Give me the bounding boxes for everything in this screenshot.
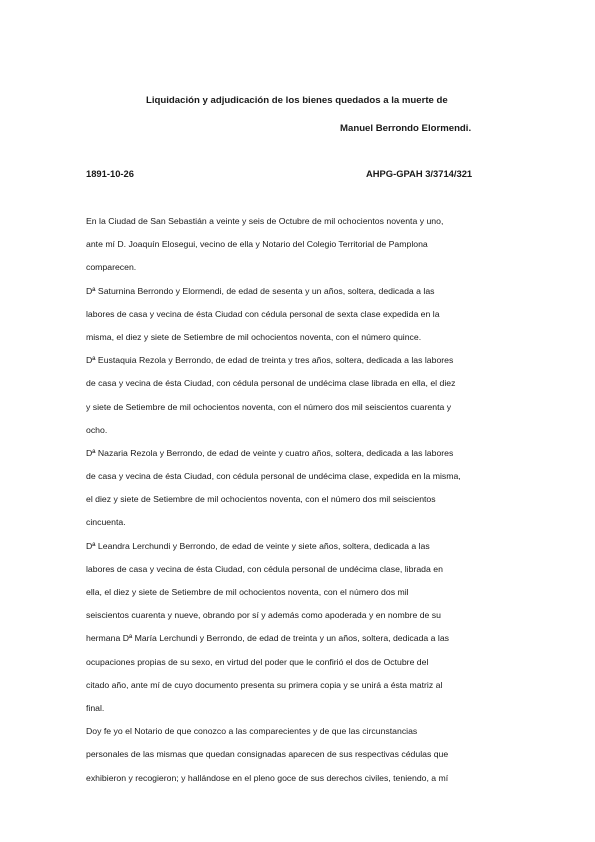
body-line: Dª Saturnina Berrondo y Elormendi, de edad de sesenta y un años, soltera, dedicada a las <box>86 285 435 296</box>
body-line: seiscientos cuarenta y nueve, obrando por sí y además como apoderada y en nombre de su <box>86 610 441 621</box>
body-line: el diez y siete de Setiembre de mil ochocientos noventa, con el número dos mil seiscientos <box>86 494 436 505</box>
body-line: de casa y vecina de ésta Ciudad, con cédula personal de undécima clase librada en ella, el diez <box>86 378 456 389</box>
body-line: ella, el diez y siete de Setiembre de mil ochocientos noventa, con el número dos mil <box>86 587 409 597</box>
body-line: labores de casa y vecina de ésta Ciudad con cédula personal de sexta clase expedida en la <box>86 308 440 319</box>
body-line: Dª Eustaquia Rezola y Berrondo, de edad de treinta y tres años, soltera, dedicada a las labores <box>86 355 454 366</box>
body-line: hermana Dª María Lerchundi y Berrondo, de edad de treinta y un años, soltera, dedicada a las <box>86 633 450 644</box>
document-body <box>86 210 526 790</box>
document-title-subject: Manuel Berrondo Elormendi. <box>340 123 472 134</box>
body-line: cincuenta. <box>86 517 126 528</box>
body-line: Doy fe yo el Notario de que conozco a las comparecientes y de que las circunstancias <box>86 726 418 737</box>
body-line: En la Ciudad de San Sebastián a veinte y seis de Octubre de mil ochocientos noventa y uno, <box>86 216 444 226</box>
body-line: y siete de Setiembre de mil ochocientos noventa, con el número dos mil seiscientos cuarenta y <box>86 401 452 412</box>
body-line: final. <box>86 702 105 713</box>
body-line: de casa y vecina de ésta Ciudad, con cédula personal de undécima clase, expedida en la misma, <box>86 471 461 482</box>
body-line: Dª Leandra Lerchundi y Berrondo, de edad de veinte y siete años, soltera, dedicada a las <box>86 540 430 551</box>
body-line: personales de las mismas que quedan consignadas aparecen de sus respectivas cédulas que <box>86 749 449 760</box>
body-line: ante mí D. Joaquín Elosegui, vecino de ella y Notario del Colegio Territorial de Pamplona <box>86 239 428 250</box>
body-line: Dª Nazaria Rezola y Berrondo, de edad de veinte y cuatro años, soltera, dedicada a las labores <box>86 447 454 458</box>
document-title: Liquidación y adjudicación de los bienes quedados a la muerte de <box>146 95 448 106</box>
body-line: ocupaciones propias de su sexo, en virtud del poder que le confirió el dos de Octubre del <box>86 656 429 667</box>
body-line: ocho. <box>86 424 108 435</box>
body-line: exhibieron y recogieron; y hallándose en el pleno goce de sus derechos civiles, teniendo, a mí <box>86 772 449 783</box>
body-line: labores de casa y vecina de ésta Ciudad, con cédula personal de undécima clase, librada en <box>86 563 443 574</box>
body-line: citado año, ante mí de cuyo documento presenta su primera copia y se unirá a ésta matriz al <box>86 679 443 690</box>
body-line: misma, el diez y siete de Setiembre de mil ochocientos noventa, con el número quince. <box>86 331 422 342</box>
body-line: comparecen. <box>86 262 137 273</box>
archive-reference: AHPG-GPAH 3/3714/321 <box>366 168 473 179</box>
document-date: 1891-10-26 <box>86 168 134 179</box>
